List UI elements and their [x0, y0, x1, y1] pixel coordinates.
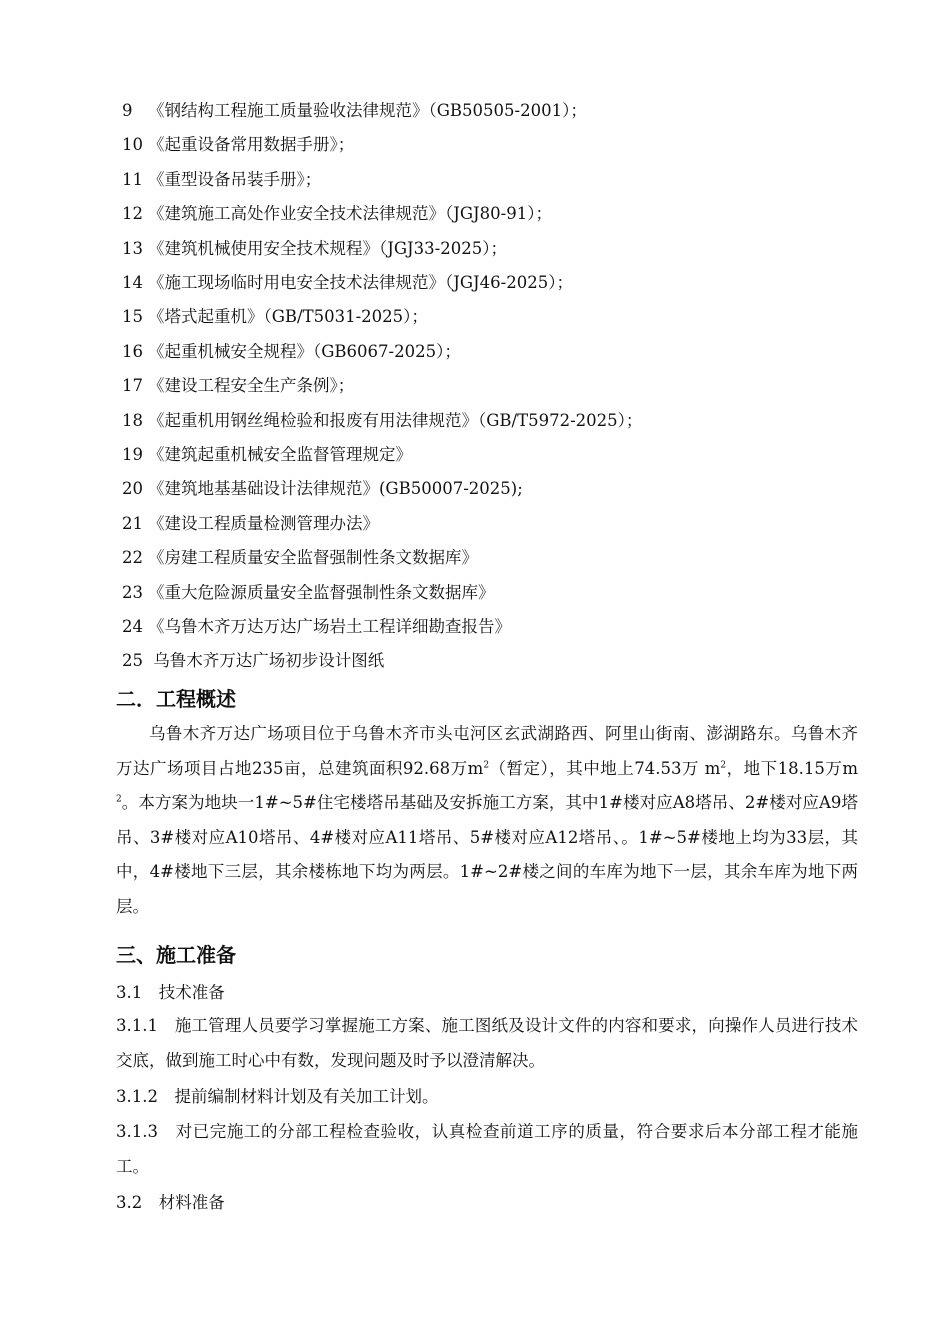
overview-text-3: ，地下18.15万m [726, 758, 858, 778]
reference-item [122, 548, 862, 568]
overview-text-4: 。本方案为地块一1#~5#住宅楼塔吊基础及安拆施工方案，其中1#楼对应A8塔吊、2#楼对应A9塔吊、3#楼对应A10塔吊、4#楼对应A11塔吊、5#楼对应A12塔吊、。1#~5#楼地上均为33层，其中，4#楼地下三层，其余楼栋地下均为两层。1#~2#楼之间的车库为地下一层，其余车库为地下两层。 [116, 793, 858, 916]
reference-title: 《建筑机械使用安全技术规程》（JGJ33-2025）； [148, 238, 507, 258]
reference-number: 9 [122, 101, 133, 120]
reference-item [122, 273, 862, 293]
reference-item [122, 239, 862, 259]
item-3-1-3: 3.1.3 对已完施工的分部工程检查验收，认真检查前道工序的质量，符合要求后本分部工程才能施工。 [116, 1122, 858, 1176]
reference-number: 12 [122, 204, 143, 224]
reference-item [122, 307, 862, 327]
reference-title: 《建筑地基基础设计法律规范》(GB50007-2025); [148, 479, 523, 499]
superscript: 2 [116, 794, 122, 805]
overview-paragraph [116, 717, 858, 924]
reference-item [122, 376, 862, 396]
reference-number: 20 [122, 479, 143, 499]
reference-number: 14 [122, 273, 143, 292]
reference-title: 《起重机械安全规程》（GB6067-2025）； [148, 341, 461, 361]
reference-title: 《起重设备常用数据手册》； [148, 135, 355, 155]
reference-title: 《起重机用钢丝绳检验和报废有用法律规范》（GB/T5972-2025）； [148, 410, 643, 430]
reference-title: 《房建工程质量安全监督强制性条文数据库》 [148, 548, 478, 568]
reference-number: 21 [122, 513, 143, 533]
reference-item [122, 651, 862, 671]
reference-number: 13 [122, 238, 143, 258]
reference-item [122, 204, 862, 224]
reference-number: 17 [122, 376, 143, 396]
reference-title: 《重大危险源质量安全监督强制性条文数据库》 [148, 582, 495, 602]
reference-item [122, 583, 862, 603]
superscript: 2 [483, 760, 490, 770]
overview-text-1: 乌鲁木齐万达广场项目位于乌鲁木齐市头屯河区玄武湖路西、阿里山街南、澎湖路东。乌鲁木齐万达广场项目占地235亩，总建筑面积92.68万m [116, 724, 858, 778]
reference-number: 19 [122, 445, 143, 464]
section-heading-preparation: 三、施工准备 [116, 943, 236, 967]
reference-title: 《建筑施工高处作业安全技术法律规范》（JGJ80-91）； [148, 204, 552, 224]
reference-item [122, 617, 862, 637]
reference-title: 《建设工程质量检测管理办法》 [148, 513, 379, 533]
superscript: 2 [720, 760, 727, 770]
item-3-1-1: 3.1.1 施工管理人员要学习掌握施工方案、施工图纸及设计文件的内容和要求，向操作人员进行技术交底，做到施工时心中有数，发现问题及时予以澄清解决。 [116, 1016, 858, 1070]
reference-title: 《建设工程安全生产条例》； [148, 376, 355, 396]
reference-item [122, 445, 862, 465]
reference-item [122, 514, 862, 534]
reference-number: 10 [122, 135, 143, 155]
reference-title: 乌鲁木齐万达广场初步设计图纸 [148, 651, 385, 671]
subsection-3-2: 3.2 材料准备 [116, 1193, 225, 1212]
reference-number: 23 [122, 582, 143, 602]
reference-number: 16 [122, 341, 143, 361]
reference-number: 22 [122, 548, 143, 568]
item-3-1-2: 3.1.2 提前编制材料计划及有关加工计划。 [116, 1087, 439, 1106]
reference-title: 《塔式起重机》（GB/T5031-2025）； [148, 307, 428, 327]
reference-number: 24 [122, 617, 143, 636]
reference-item [122, 479, 862, 499]
reference-title: 《重型设备吊装手册》； [148, 169, 322, 189]
reference-title: 《施工现场临时用电安全技术法律规范》（JGJ46-2025）； [148, 273, 573, 292]
reference-title: 《钢结构工程施工质量验收法律规范》（GB50505-2001）； [148, 101, 587, 120]
reference-title: 《乌鲁木齐万达万达广场岩土工程详细勘查报告》 [148, 617, 511, 636]
reference-item [122, 135, 862, 155]
reference-number: 25 [122, 651, 143, 671]
reference-title: 《建筑起重机械安全监督管理规定》 [148, 445, 412, 464]
subsection-3-1: 3.1 技术准备 [116, 983, 225, 1002]
reference-item [122, 170, 862, 190]
section-heading-overview: 二．工程概述 [116, 687, 236, 711]
reference-item [122, 342, 862, 362]
reference-number: 11 [122, 169, 143, 189]
reference-item [122, 411, 862, 431]
overview-text-2: （暂定），其中地上74.53万 m [489, 758, 721, 778]
reference-number: 15 [122, 307, 143, 327]
reference-item [122, 101, 862, 121]
reference-number: 18 [122, 410, 143, 430]
